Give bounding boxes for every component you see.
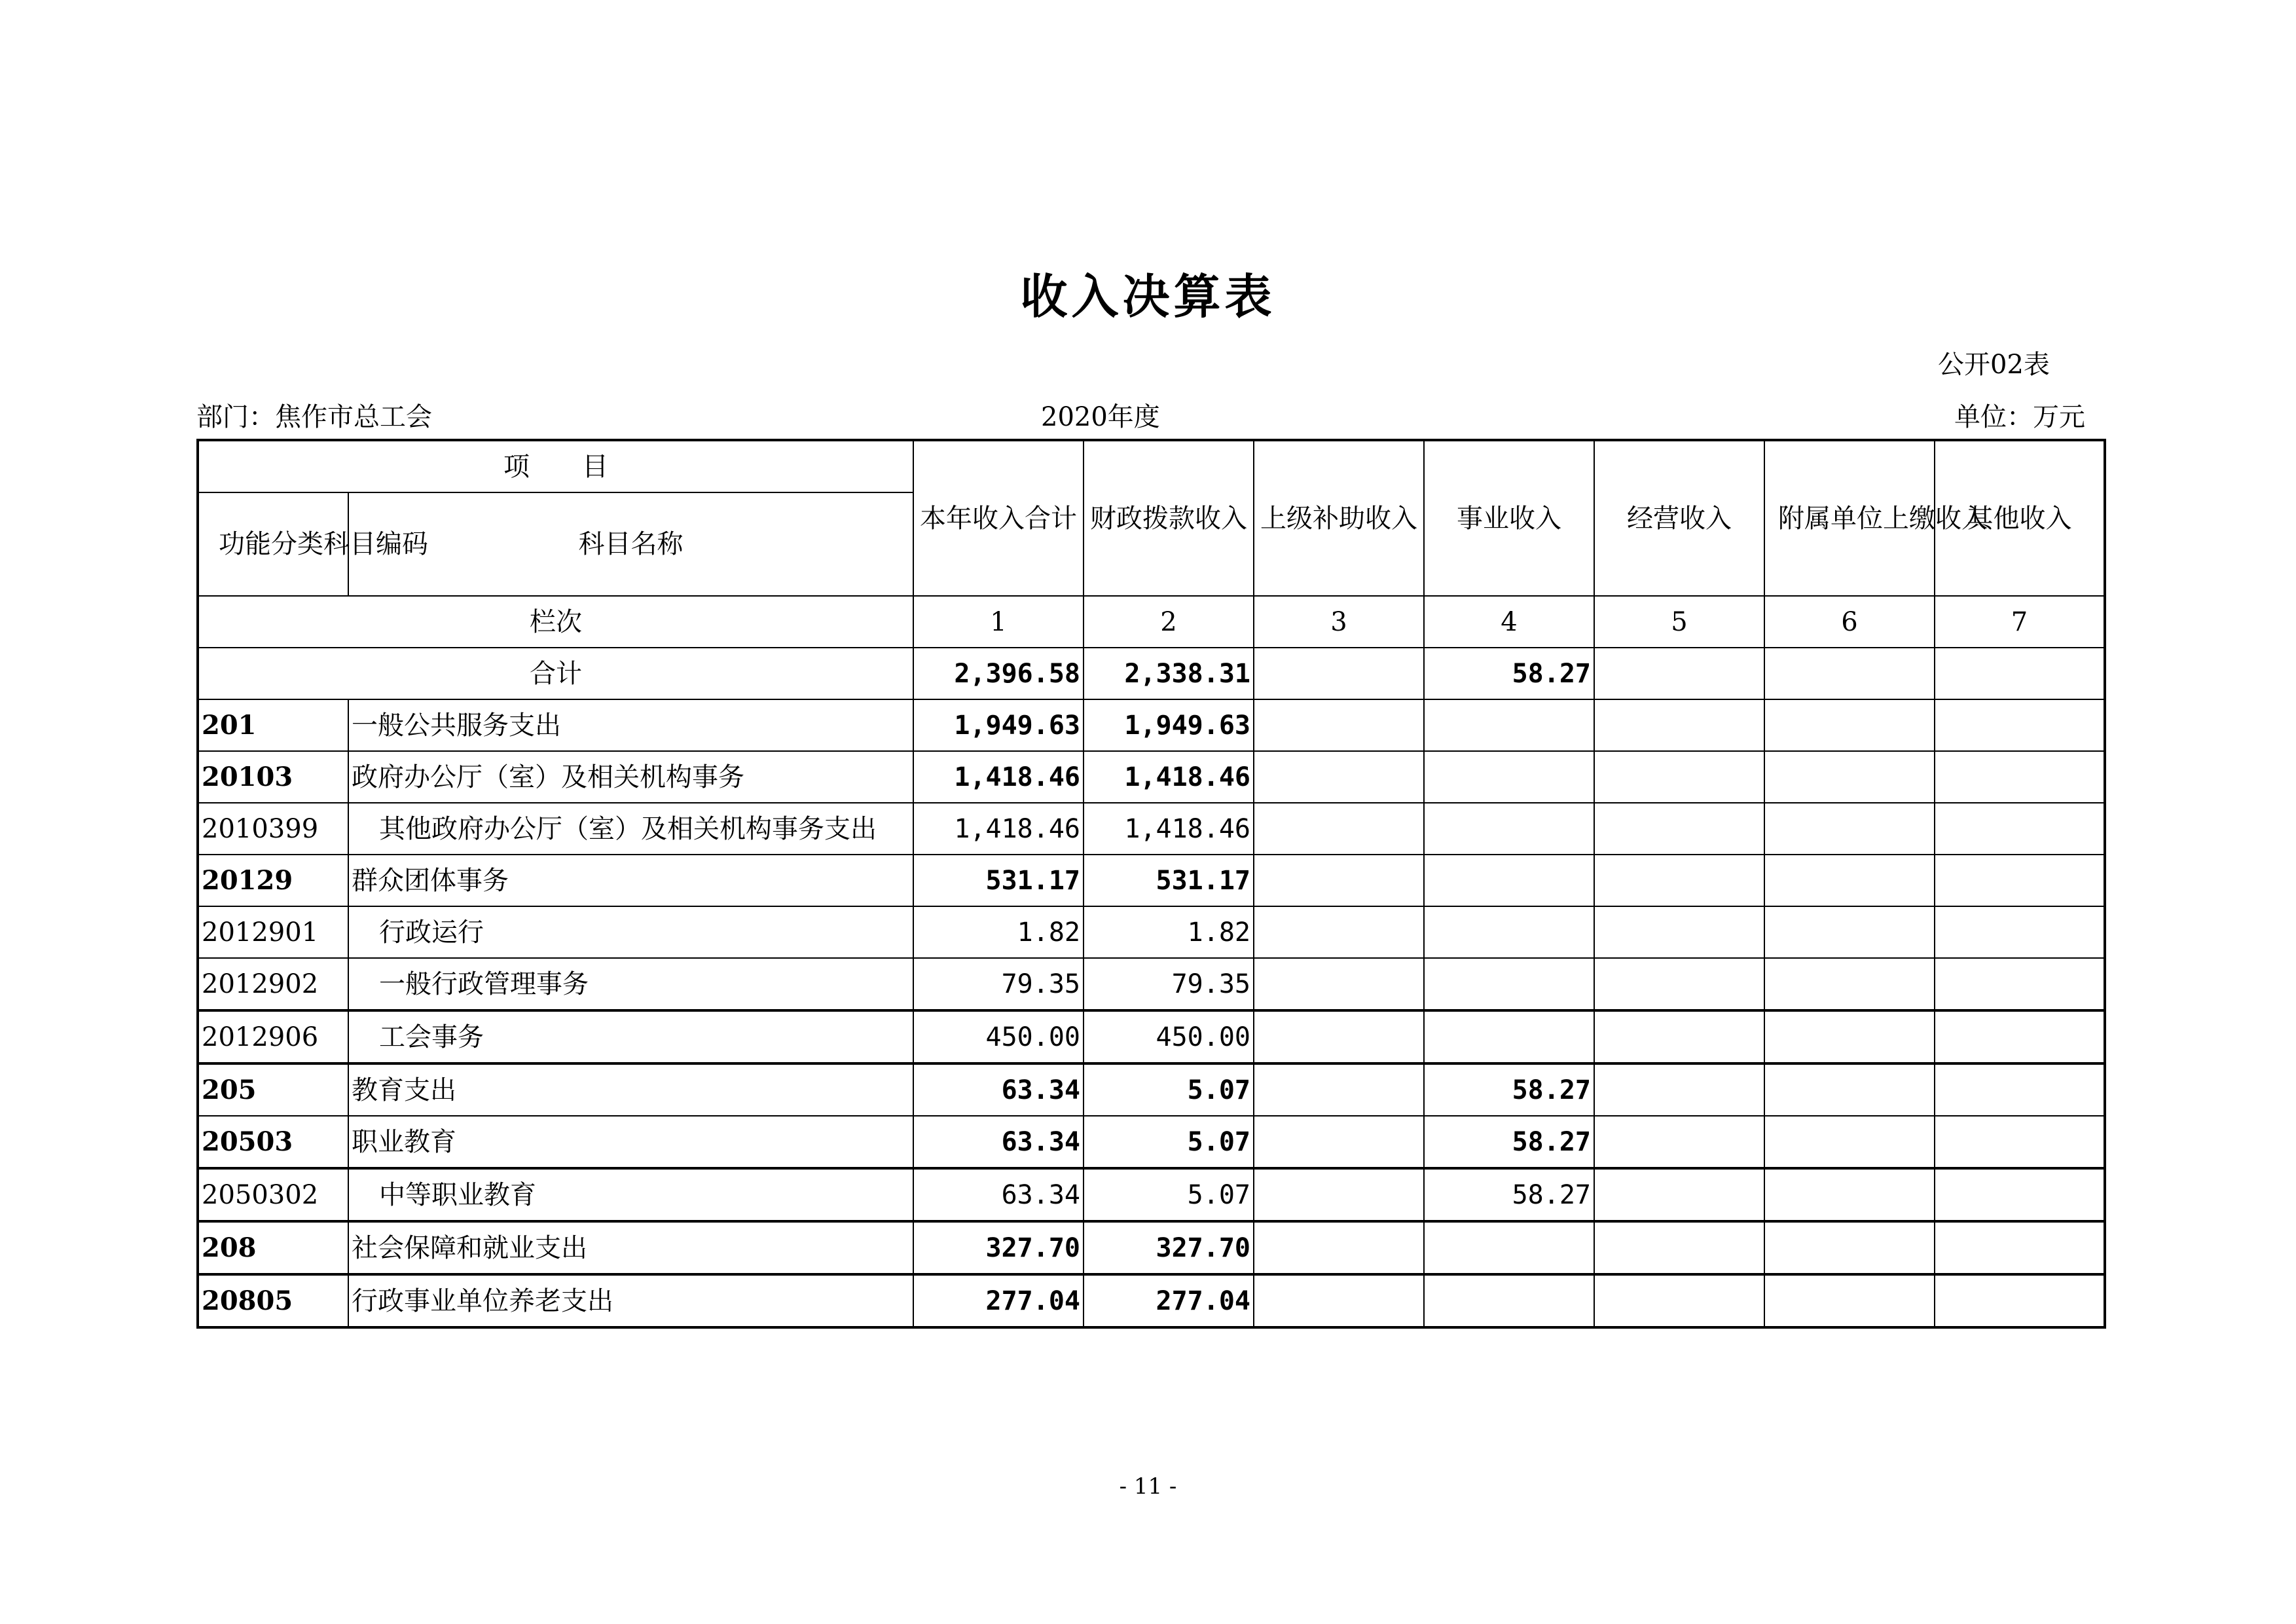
amount-cell: 79.35	[1084, 958, 1254, 1010]
subject-name: 其他政府办公厅（室）及相关机构事务支出	[348, 803, 913, 855]
amount-cell: 327.70	[1084, 1221, 1254, 1274]
income-final-accounts-table	[196, 439, 2106, 1329]
column-number: 2	[1084, 596, 1254, 648]
subject-code: 201	[198, 699, 348, 751]
amount-cell	[1424, 855, 1594, 906]
amount-cell	[1424, 1010, 1594, 1063]
amount-cell: 1,949.63	[1084, 699, 1254, 751]
amount-cell	[1594, 699, 1764, 751]
amount-cell	[1254, 1274, 1424, 1327]
table-row	[198, 906, 2105, 958]
amount-cell	[1594, 751, 1764, 803]
amount-cell	[1424, 906, 1594, 958]
amount-cell	[1594, 1010, 1764, 1063]
table-row	[198, 1221, 2105, 1274]
amount-cell	[1935, 1168, 2105, 1221]
amount-cell	[1424, 1274, 1594, 1327]
amount-cell	[1935, 958, 2105, 1010]
subject-code: 20103	[198, 751, 348, 803]
column-number: 6	[1764, 596, 1935, 648]
amount-cell	[1254, 1010, 1424, 1063]
column-header: 经营收入	[1594, 440, 1764, 596]
subject-name: 行政运行	[348, 906, 913, 958]
column-header: 上级补助收入	[1254, 440, 1424, 596]
amount-cell: 277.04	[1084, 1274, 1254, 1327]
amount-cell: 327.70	[913, 1221, 1084, 1274]
amount-cell	[1594, 855, 1764, 906]
amount-cell	[1764, 906, 1935, 958]
table-row	[198, 958, 2105, 1010]
amount-cell	[1594, 958, 1764, 1010]
subject-code: 20503	[198, 1116, 348, 1168]
amount-cell: 63.34	[913, 1168, 1084, 1221]
amount-cell	[1935, 906, 2105, 958]
column-number: 4	[1424, 596, 1594, 648]
page-number: - 11 -	[1119, 1473, 1177, 1500]
subject-code: 2050302	[198, 1168, 348, 1221]
table-row	[198, 699, 2105, 751]
total-value	[1254, 648, 1424, 699]
name-header: 科目名称	[348, 492, 913, 596]
table-row	[198, 1168, 2105, 1221]
report-title: 收入决算表	[1020, 269, 1276, 324]
table-row	[198, 1010, 2105, 1063]
amount-cell	[1254, 906, 1424, 958]
subject-code: 205	[198, 1063, 348, 1116]
amount-cell: 58.27	[1424, 1168, 1594, 1221]
column-header: 本年收入合计	[913, 440, 1084, 596]
subject-code: 2012902	[198, 958, 348, 1010]
subject-code: 208	[198, 1221, 348, 1274]
amount-cell	[1935, 1221, 2105, 1274]
amount-cell: 1,949.63	[913, 699, 1084, 751]
amount-cell	[1935, 1274, 2105, 1327]
column-number: 1	[913, 596, 1084, 648]
subject-code: 2010399	[198, 803, 348, 855]
column-number: 3	[1254, 596, 1424, 648]
amount-cell	[1764, 1010, 1935, 1063]
amount-cell: 5.07	[1084, 1168, 1254, 1221]
total-value	[1935, 648, 2105, 699]
column-header: 财政拨款收入	[1084, 440, 1254, 596]
amount-cell: 531.17	[913, 855, 1084, 906]
amount-cell	[1764, 699, 1935, 751]
amount-cell: 58.27	[1424, 1116, 1594, 1168]
table-row	[198, 1063, 2105, 1116]
total-value	[1594, 648, 1764, 699]
table-row	[198, 1274, 2105, 1327]
amount-cell	[1764, 1168, 1935, 1221]
table-row	[198, 803, 2105, 855]
amount-cell	[1254, 958, 1424, 1010]
amount-cell	[1764, 1063, 1935, 1116]
amount-cell	[1594, 1168, 1764, 1221]
amount-cell	[1764, 803, 1935, 855]
amount-cell	[1935, 699, 2105, 751]
amount-cell	[1764, 855, 1935, 906]
amount-cell	[1594, 1063, 1764, 1116]
amount-cell: 79.35	[913, 958, 1084, 1010]
amount-cell: 450.00	[1084, 1010, 1254, 1063]
subject-code: 2012901	[198, 906, 348, 958]
project-header: 项 目	[198, 440, 913, 492]
column-number: 5	[1594, 596, 1764, 648]
column-header: 附属单位上缴收入	[1764, 440, 1935, 596]
amount-cell: 531.17	[1084, 855, 1254, 906]
subject-name: 群众团体事务	[348, 855, 913, 906]
subject-name: 中等职业教育	[348, 1168, 913, 1221]
column-number: 7	[1935, 596, 2105, 648]
amount-cell	[1594, 1116, 1764, 1168]
amount-cell	[1254, 751, 1424, 803]
amount-cell	[1764, 958, 1935, 1010]
column-header: 事业收入	[1424, 440, 1594, 596]
table-row	[198, 751, 2105, 803]
amount-cell	[1764, 751, 1935, 803]
amount-cell: 1,418.46	[913, 803, 1084, 855]
amount-cell: 277.04	[913, 1274, 1084, 1327]
amount-cell: 58.27	[1424, 1063, 1594, 1116]
amount-cell	[1935, 1116, 2105, 1168]
total-value: 2,396.58	[913, 648, 1084, 699]
amount-cell	[1424, 958, 1594, 1010]
subject-name: 工会事务	[348, 1010, 913, 1063]
unit-label: 单位：万元	[1954, 402, 2085, 432]
amount-cell: 63.34	[913, 1063, 1084, 1116]
amount-cell	[1935, 1063, 2105, 1116]
subject-name: 一般公共服务支出	[348, 699, 913, 751]
amount-cell	[1254, 699, 1424, 751]
amount-cell	[1935, 855, 2105, 906]
amount-cell	[1254, 1221, 1424, 1274]
total-label: 合计	[198, 648, 913, 699]
amount-cell	[1935, 751, 2105, 803]
amount-cell: 1,418.46	[1084, 751, 1254, 803]
amount-cell: 5.07	[1084, 1116, 1254, 1168]
amount-cell	[1424, 803, 1594, 855]
total-value	[1764, 648, 1935, 699]
total-row	[198, 648, 2105, 699]
table-row	[198, 855, 2105, 906]
subject-name: 一般行政管理事务	[348, 958, 913, 1010]
amount-cell	[1594, 906, 1764, 958]
amount-cell	[1764, 1221, 1935, 1274]
department-label: 部门：焦作市总工会	[196, 402, 432, 432]
lanci-label: 栏次	[198, 596, 913, 648]
amount-cell	[1424, 699, 1594, 751]
subject-name: 行政事业单位养老支出	[348, 1274, 913, 1327]
subject-code: 20805	[198, 1274, 348, 1327]
amount-cell	[1935, 803, 2105, 855]
amount-cell: 450.00	[913, 1010, 1084, 1063]
subject-name: 政府办公厅（室）及相关机构事务	[348, 751, 913, 803]
amount-cell	[1764, 1274, 1935, 1327]
form-number: 公开02表	[1938, 350, 2050, 380]
amount-cell	[1935, 1010, 2105, 1063]
total-value: 2,338.31	[1084, 648, 1254, 699]
column-header: 其他收入	[1935, 440, 2105, 596]
amount-cell	[1254, 1063, 1424, 1116]
amount-cell	[1424, 751, 1594, 803]
amount-cell: 1,418.46	[913, 751, 1084, 803]
total-value: 58.27	[1424, 648, 1594, 699]
subject-code: 20129	[198, 855, 348, 906]
amount-cell: 63.34	[913, 1116, 1084, 1168]
amount-cell	[1594, 803, 1764, 855]
amount-cell	[1594, 1221, 1764, 1274]
amount-cell: 1.82	[1084, 906, 1254, 958]
fiscal-year: 2020年度	[1041, 402, 1160, 432]
amount-cell	[1424, 1221, 1594, 1274]
amount-cell: 1,418.46	[1084, 803, 1254, 855]
subject-name: 社会保障和就业支出	[348, 1221, 913, 1274]
amount-cell	[1764, 1116, 1935, 1168]
table-row	[198, 1116, 2105, 1168]
amount-cell	[1594, 1274, 1764, 1327]
amount-cell: 1.82	[913, 906, 1084, 958]
amount-cell	[1254, 1168, 1424, 1221]
subject-code: 2012906	[198, 1010, 348, 1063]
amount-cell: 5.07	[1084, 1063, 1254, 1116]
code-header: 功能分类科目编码	[198, 492, 348, 596]
amount-cell	[1254, 803, 1424, 855]
amount-cell	[1254, 1116, 1424, 1168]
subject-name: 教育支出	[348, 1063, 913, 1116]
subject-name: 职业教育	[348, 1116, 913, 1168]
amount-cell	[1254, 855, 1424, 906]
